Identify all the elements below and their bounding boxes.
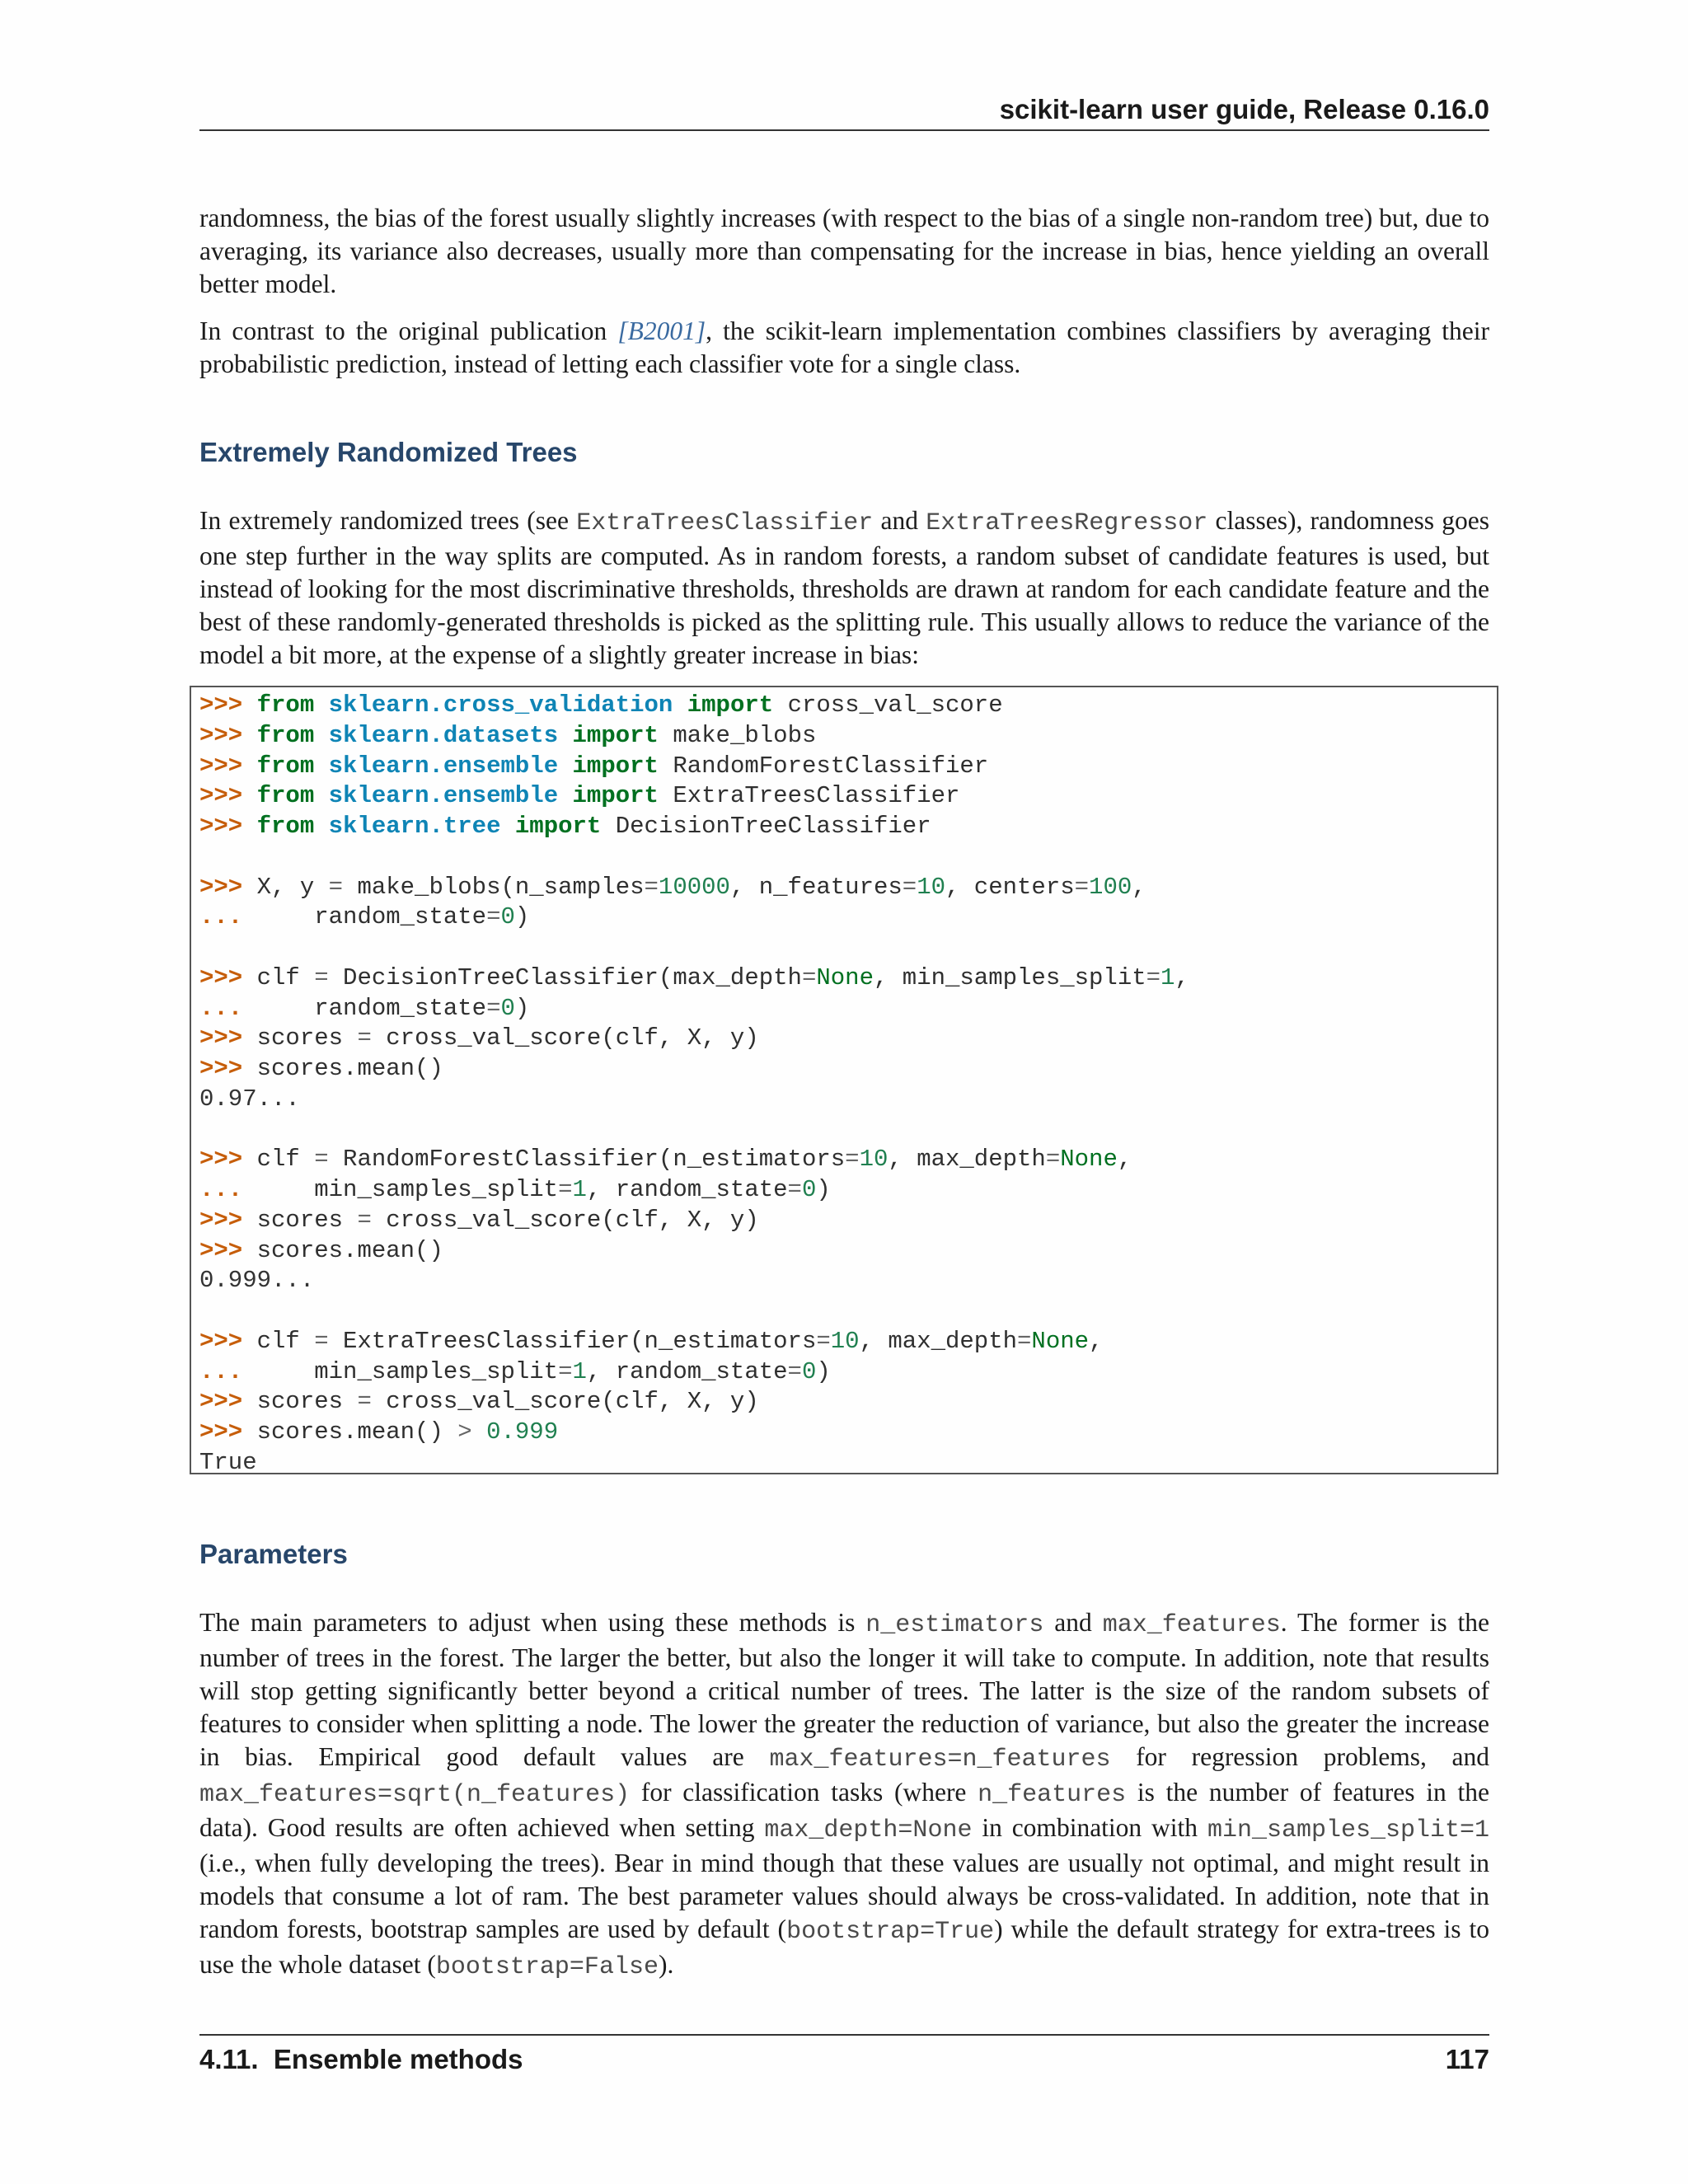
code-prompt: >>> <box>199 813 243 840</box>
citation-link-b2001[interactable]: [B2001] <box>617 316 706 345</box>
code-operator: = <box>902 873 917 901</box>
code-token: X, y <box>256 873 329 901</box>
code-number: 10 <box>859 1146 889 1174</box>
code-keyword: import <box>572 782 659 810</box>
code-token: clf <box>256 1146 315 1174</box>
code-token: cross_val_score(clf, X, y) <box>371 1206 759 1234</box>
paragraph-text: and <box>1043 1608 1103 1637</box>
code-number: 0.999 <box>486 1418 559 1446</box>
inline-code: n_features <box>978 1781 1127 1809</box>
section-heading-extremely-randomized-trees: Extremely Randomized Trees <box>199 437 578 467</box>
inline-code: ExtraTreesRegressor <box>926 509 1208 537</box>
paragraph-text: in combination with <box>972 1813 1207 1842</box>
paragraph-text: . The former is the number of trees in the forest. The larger the better, but also the longer it will take to compute. In addition, note that results will stop getting significantly better beyond a critical number of trees. The latter is the size of the random subsets of features to consider when splitting a node. The lower the greater the reduction of variance, but also the greater the increase in bias. Empirical good default values are <box>199 1608 1489 1771</box>
code-operator: = <box>1017 1327 1032 1355</box>
code-module-name: sklearn.cross_validation <box>328 691 673 719</box>
code-token: ExtraTreesClassifier(n_estimators <box>328 1327 817 1355</box>
paragraph-parameters <box>199 1606 1489 1984</box>
code-operator: = <box>314 1146 329 1174</box>
code-operator: = <box>357 1206 372 1234</box>
code-token: , n_features <box>729 873 903 901</box>
code-prompt: >>> <box>199 873 243 901</box>
code-keyword: from <box>256 782 315 810</box>
code-module-name: sklearn.ensemble <box>328 782 559 810</box>
code-operator: = <box>816 1327 831 1355</box>
code-constant: None <box>1031 1327 1090 1355</box>
code-operator: = <box>1146 963 1161 991</box>
paragraph-text: In extremely randomized trees (see <box>199 506 577 535</box>
paragraph-text: is the number of features in the data). Good results are often achieved when setting <box>199 1778 1489 1842</box>
code-operator: = <box>787 1357 802 1385</box>
code-token: make_blobs <box>673 721 817 749</box>
code-operator: = <box>801 963 817 991</box>
code-operator: = <box>644 873 659 901</box>
code-number: 0 <box>500 994 515 1022</box>
paragraph-text: The main parameters to adjust when using these methods is <box>199 1608 866 1637</box>
code-operator: = <box>558 1176 573 1203</box>
code-prompt: ... <box>199 994 243 1022</box>
code-operator: > <box>457 1418 472 1446</box>
code-prompt: >>> <box>199 1024 243 1052</box>
code-token: scores <box>256 1206 358 1234</box>
paragraph-text: and <box>873 506 926 535</box>
code-token: RandomForestClassifier(n_estimators <box>328 1146 846 1174</box>
code-prompt: >>> <box>199 1236 243 1264</box>
header-rule <box>199 129 1489 131</box>
code-prompt: >>> <box>199 1055 243 1082</box>
code-token: clf <box>256 1327 315 1355</box>
paragraph-text: , the scikit-learn implementation combines classifiers by averaging their probabilistic prediction, instead of letting each classifier vote for a single class. <box>199 316 1489 378</box>
code-keyword: import <box>572 721 659 749</box>
code-operator: = <box>314 1327 329 1355</box>
inline-code: bootstrap=False <box>435 1953 659 1981</box>
code-prompt: >>> <box>199 1418 243 1446</box>
code-token: scores <box>256 1024 358 1052</box>
code-prompt: >>> <box>199 963 243 991</box>
code-token: , min_samples_split <box>873 963 1146 991</box>
paragraph-text: classes), randomness goes one step further in the way splits are computed. As in random forests, a random subset of candidate features is used, but instead of looking for the most discriminative thresholds, thresholds are drawn at random for each candidate feature and the best of these randomly-generated thresholds is picked as the splitting rule. This usually allows to reduce the variance of the model a bit more, at the expense of a slightly greater increase in bias: <box>199 506 1490 669</box>
inline-code: bootstrap=True <box>786 1918 995 1946</box>
code-prompt: >>> <box>199 1206 243 1234</box>
code-operator: = <box>1074 873 1090 901</box>
code-number: 0 <box>500 903 515 931</box>
footer-rule <box>199 2034 1489 2036</box>
code-operator: = <box>486 903 501 931</box>
code-token: random_state <box>314 903 487 931</box>
code-operator: = <box>486 994 501 1022</box>
code-token: cross_val_score <box>787 691 1003 719</box>
code-output: True <box>199 1448 257 1476</box>
paragraph-contrast <box>199 315 1489 381</box>
code-token: , max_depth <box>888 1146 1046 1174</box>
section-heading-parameters: Parameters <box>199 1539 348 1569</box>
code-module-name: sklearn.ensemble <box>328 752 559 780</box>
code-operator: = <box>314 963 329 991</box>
code-number: 10 <box>830 1327 860 1355</box>
code-token: , random_state <box>586 1176 788 1203</box>
code-token: scores <box>256 1388 358 1416</box>
code-operator: = <box>1045 1146 1061 1174</box>
code-prompt: ... <box>199 1176 243 1203</box>
code-token: DecisionTreeClassifier <box>615 813 931 840</box>
code-output: 0.97... <box>199 1085 300 1113</box>
page-header-title: scikit-learn user guide, Release 0.16.0 <box>999 94 1489 124</box>
code-prompt: >>> <box>199 1327 243 1355</box>
code-keyword: from <box>256 813 315 840</box>
footer-section-title: 4.11. Ensemble methods <box>199 2044 523 2074</box>
paragraph-text: for classification tasks (where <box>630 1778 978 1807</box>
code-constant: None <box>816 963 874 991</box>
code-token: cross_val_score(clf, X, y) <box>371 1388 759 1416</box>
inline-code: min_samples_split=1 <box>1207 1816 1489 1844</box>
code-constant: None <box>1060 1146 1118 1174</box>
code-keyword: import <box>514 813 602 840</box>
inline-code: max_features <box>1102 1611 1281 1639</box>
code-prompt: >>> <box>199 1146 243 1174</box>
code-keyword: from <box>256 691 315 719</box>
inline-code: n_estimators <box>865 1611 1044 1639</box>
code-number: 0 <box>801 1357 817 1385</box>
code-token: ExtraTreesClassifier <box>673 782 960 810</box>
code-operator: = <box>845 1146 860 1174</box>
paragraph-extra-trees <box>199 504 1489 672</box>
inline-code: max_features=n_features <box>769 1746 1111 1774</box>
code-keyword: from <box>256 752 315 780</box>
code-operator: = <box>558 1357 573 1385</box>
paragraph-text: (i.e., when fully developing the trees). Bear in mind though that these values are usually not optimal, and might result in models that consume a lot of ram. The best parameter values should always be cross-validated. In addition, note that in random forests, bootstrap samples are used by default ( <box>199 1849 1489 1943</box>
code-prompt: ... <box>199 1357 243 1385</box>
paragraph-text: ). <box>658 1950 674 1979</box>
inline-code: max_depth=None <box>764 1816 973 1844</box>
code-operator: = <box>357 1388 372 1416</box>
code-token: cross_val_score(clf, X, y) <box>371 1024 759 1052</box>
code-keyword: import <box>687 691 774 719</box>
code-prompt: >>> <box>199 721 243 749</box>
code-token: scores.mean() <box>256 1055 443 1082</box>
code-number: 1 <box>572 1176 587 1203</box>
code-operator: = <box>787 1176 802 1203</box>
code-number: 10 <box>917 873 945 901</box>
code-prompt: ... <box>199 903 243 931</box>
code-token: clf <box>256 963 315 991</box>
paragraph-randomness <box>199 202 1489 301</box>
code-number: 100 <box>1089 873 1132 901</box>
code-keyword: from <box>256 721 315 749</box>
code-prompt: >>> <box>199 752 243 780</box>
code-listing: >>> from sklearn.cross_validation import cross_val_score >>> from sklearn.datasets import make_blobs >>> from sklearn.ensemble import RandomForestClassifier >>> from sklearn.ensemble import ExtraTreesClassifier >>> from sklearn.tree import DecisionTreeClassifier >>> X, y = make_blobs(n_samples=10000, n_features=10, centers=100, ... random_state=0) >>> clf = DecisionTreeClassifier(max_depth=None, min_samples_split=1, ... random_state=0) >>> scores = cross_val_score(clf, X, y) >>> scores.mean() 0.97... >>> clf = RandomForestClassifier(n_estimators=10, max_depth=None, ... min_samples_split=1, random_state=0) >>> scores = cross_val_score(clf, X, y) >>> scores.mean() 0.999... >>> clf = ExtraTreesClassifier(n_estimators=10, max_depth=None, ... min_samples_split=1, random_state=0) >>> scores = cross_val_score(clf, X, y) >>> scores.mean() > 0.999 True <box>199 691 1189 1476</box>
code-token: make_blobs(n_samples <box>343 873 645 901</box>
code-token: min_samples_split <box>314 1176 559 1203</box>
code-output: 0.999... <box>199 1267 315 1295</box>
code-token: DecisionTreeClassifier(max_depth <box>328 963 802 991</box>
code-token: , random_state <box>586 1357 788 1385</box>
code-prompt: >>> <box>199 782 243 810</box>
code-number: 1 <box>572 1357 587 1385</box>
code-token: RandomForestClassifier <box>673 752 989 780</box>
code-token: random_state <box>314 994 487 1022</box>
code-token: min_samples_split <box>314 1357 559 1385</box>
code-token: , centers <box>945 873 1075 901</box>
code-prompt: >>> <box>199 691 243 719</box>
paragraph-text: In contrast to the original publication <box>199 316 618 345</box>
code-prompt: >>> <box>199 1388 243 1416</box>
paragraph-text: randomness, the bias of the forest usually slightly increases (with respect to the bias of a single non-random tree) but, due to averaging, its variance also decreases, usually more than compensating for the increase in bias, hence yielding an overall better model. <box>199 204 1489 298</box>
paragraph-text: ) while the default strategy for extra-trees is to use the whole dataset ( <box>199 1915 1489 1979</box>
code-module-name: sklearn.datasets <box>328 721 559 749</box>
code-number: 0 <box>801 1176 817 1203</box>
inline-code: max_features=sqrt(n_features) <box>199 1781 631 1809</box>
code-token: scores.mean() <box>256 1236 443 1264</box>
page-number: 117 <box>1445 2044 1489 2074</box>
code-token: , max_depth <box>859 1327 1018 1355</box>
code-number: 1 <box>1160 963 1175 991</box>
code-operator: = <box>357 1024 372 1052</box>
code-example-block <box>190 686 1498 1474</box>
code-number: 10000 <box>658 873 730 901</box>
code-keyword: import <box>572 752 659 780</box>
code-operator: = <box>328 873 344 901</box>
code-token: scores.mean() <box>256 1418 443 1446</box>
inline-code: ExtraTreesClassifier <box>576 509 874 537</box>
code-module-name: sklearn.tree <box>328 813 501 840</box>
paragraph-text: for regression problems, and <box>1110 1742 1489 1771</box>
